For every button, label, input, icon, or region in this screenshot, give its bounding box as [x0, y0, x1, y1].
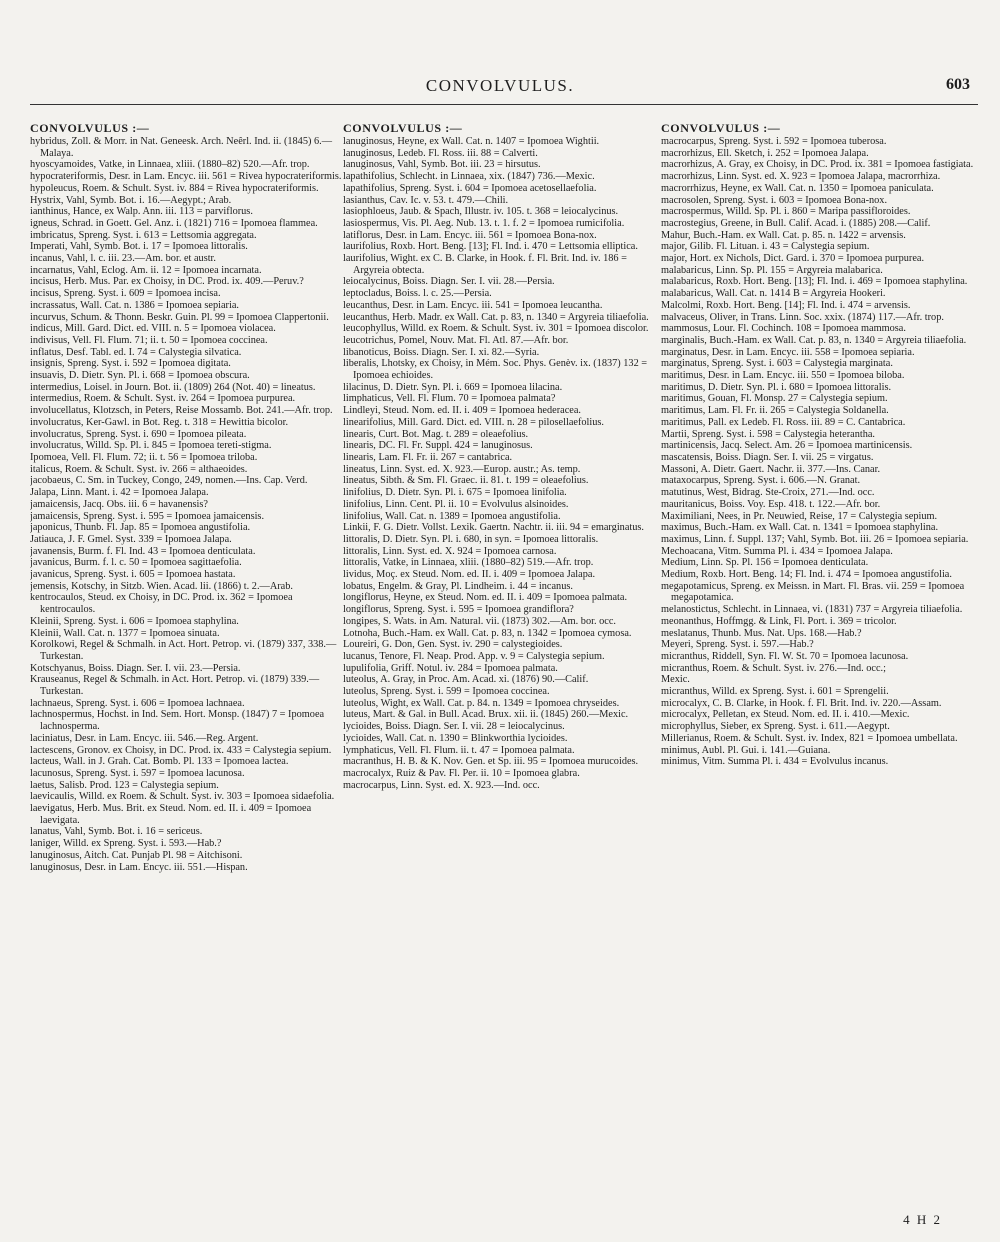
entry: italicus, Roem. & Schult. Syst. iv. 266 = althaeoides.	[30, 463, 248, 475]
entry: maximus, Linn. f. Suppl. 137; Vahl, Symb. Bot. iii. 26 = Ipomoea sepiaria.	[661, 533, 969, 545]
entry: maritimus, Pall. ex Ledeb. Fl. Ross. iii. 89 = C. Cantabrica.	[661, 416, 906, 428]
entry: littoralis, Linn. Syst. ed. X. 924 = Ipomoea carnosa.	[343, 545, 557, 557]
entry: lycioides, Boiss. Diagn. Ser. I. vii. 28 = leiocalycinus.	[343, 721, 565, 733]
entry: involucratus, Ker-Gawl. in Bot. Reg. t. 318 = Hewittia bicolor.	[30, 416, 289, 428]
entry: lilacinus, D. Dietr. Syn. Pl. i. 669 = Ipomoea lilacina.	[343, 381, 563, 393]
entry: intermedius, Roem. & Schult. Syst. iv. 264 = Ipomoea purpurea.	[30, 393, 296, 405]
entry: imbricatus, Spreng. Syst. i. 613 = Lettsomia aggregata.	[30, 229, 257, 241]
entry: Martii, Spreng. Syst. i. 598 = Calystegia heterantha.	[661, 428, 875, 440]
entry: inflatus, Desf. Tabl. ed. I. 74 = Calystegia silvatica.	[30, 346, 242, 358]
entry: macrorhizus, Ell. Sketch, i. 252 = Ipomoea Jalapa.	[661, 147, 869, 159]
entry-list	[343, 136, 661, 791]
entry: intermedius, Loisel. in Journ. Bot. ii. (1809) 264 (Not. 40) = lineatus.	[30, 381, 316, 393]
entry: luteolus, Spreng. Syst. i. 599 = Ipomoea coccinea.	[343, 686, 550, 698]
entry: marginalis, Buch.-Ham. ex Wall. Cat. p. 83, n. 1340 = Argyreia tiliaefolia.	[661, 334, 967, 346]
column-1	[30, 122, 348, 1207]
entry: maritimus, D. Dietr. Syn. Pl. i. 680 = Ipomoea littoralis.	[661, 381, 892, 393]
entry: laevigatus, Herb. Mus. Brit. ex Steud. Nom. ed. II. i. 409 = Ipomoea laevigata.	[30, 803, 312, 826]
entry: indivisus, Vell. Fl. Flum. 71; ii. t. 50 = Ipomoea coccinea.	[30, 334, 268, 346]
entry: lanuginosus, Desr. in Lam. Encyc. iii. 551.—Hispan.	[30, 861, 248, 873]
entry: Maximiliani, Nees, in Pr. Neuwied, Reise, 17 = Calystegia sepium.	[661, 510, 938, 522]
entry: laurifolius, Wight. ex C. B. Clarke, in Hook. f. Fl. Brit. Ind. iv. 186 = Argyreia obtecta.	[343, 253, 627, 276]
entry: microcalyx, C. B. Clarke, in Hook. f. Fl. Brit. Ind. iv. 220.—Assam.	[661, 697, 942, 709]
entry: jacobaeus, C. Sm. in Tuckey, Congo, 249, nomen.—Ins. Cap. Verd.	[30, 475, 308, 487]
entry: minimus, Vitm. Summa Pl. i. 434 = Evolvulus incanus.	[661, 756, 889, 768]
entry: Kotschyanus, Boiss. Diagn. Ser. I. vii. 23.—Persia.	[30, 662, 241, 674]
entry: malabaricus, Roxb. Hort. Beng. [13]; Fl. Ind. i. 469 = Ipomoea staphylina.	[661, 276, 968, 288]
entry: linifolius, Linn. Cent. Pl. ii. 10 = Evolvulus alsinoides.	[343, 498, 569, 510]
column-3	[661, 122, 983, 1207]
entry: luteus, Mart. & Gal. in Bull. Acad. Brux. xii. ii. (1845) 260.—Mexic.	[343, 709, 629, 721]
running-title: CONVOLVULUS.	[425, 76, 575, 95]
entry: microcalyx, Pelletan, ex Steud. Nom. ed. II. i. 410.—Mexic.	[661, 709, 910, 721]
entry: lobatus, Engelm. & Gray, Pl. Lindheim. i. 44 = incanus.	[343, 580, 573, 592]
entry: javanensis, Burm. f. Fl. Ind. 43 = Ipomoea denticulata.	[30, 545, 256, 557]
entry: javanicus, Spreng. Syst. i. 605 = Ipomoea hastata.	[30, 569, 236, 581]
entry: mauritanicus, Boiss. Voy. Esp. 418. t. 122.—Afr. bor.	[661, 498, 881, 510]
entry: lasianthus, Cav. Ic. v. 53. t. 479.—Chili.	[343, 194, 509, 206]
entry: Kleinii, Wall. Cat. n. 1377 = Ipomoea sinuata.	[30, 627, 220, 639]
entry: longiflorus, Spreng. Syst. i. 595 = Ipomoea grandiflora?	[343, 604, 574, 616]
entry: leucophyllus, Willd. ex Roem. & Schult. Syst. iv. 301 = Ipomoea discolor.	[343, 323, 649, 335]
entry: Mechoacana, Vitm. Summa Pl. i. 434 = Ipomoea Jalapa.	[661, 545, 893, 557]
entry: mataxocarpus, Spreng. Syst. i. 606.—N. Granat.	[661, 475, 861, 487]
entry: marginatus, Desr. in Lam. Encyc. iii. 558 = Ipomoea sepiaria.	[661, 346, 915, 358]
page-number: 603	[946, 76, 970, 93]
entry: lucanus, Tenore, Fl. Neap. Prod. App. v. 9 = Calystegia sepium.	[343, 650, 605, 662]
entry: lymphaticus, Vell. Fl. Flum. ii. t. 47 = Ipomoea palmata.	[343, 744, 575, 756]
entry: martinicensis, Jacq. Select. Am. 26 = Ipomoea martinicensis.	[661, 440, 913, 452]
entry: insignis, Spreng. Syst. i. 592 = Ipomoea digitata.	[30, 358, 231, 370]
entry: mascatensis, Boiss. Diagn. Ser. I. vii. 25 = virgatus.	[661, 451, 874, 463]
entry: marginatus, Spreng. Syst. i. 603 = Calystegia marginata.	[661, 358, 893, 370]
entry: maritimus, Gouan, Fl. Monsp. 27 = Calystegia sepium.	[661, 393, 888, 405]
entry: Jatiauca, J. F. Gmel. Syst. 339 = Ipomoea Jalapa.	[30, 533, 232, 545]
entry: lapathifolius, Schlecht. in Linnaea, xix. (1847) 736.—Mexic.	[343, 171, 595, 183]
entry: major, Gilib. Fl. Lituan. i. 43 = Calystegia sepium.	[661, 241, 870, 253]
entry: incurvus, Schum. & Thonn. Beskr. Guin. Pl. 99 = Ipomoea Clappertonii.	[30, 311, 329, 323]
entry: lasiophloeus, Jaub. & Spach, Illustr. iv. 105. t. 368 = leiocalycinus.	[343, 206, 619, 218]
entry: lacteus, Wall. in J. Grah. Cat. Bomb. Pl. 133 = Ipomoea lactea.	[30, 756, 289, 768]
entry: leptocladus, Boiss. l. c. 25.—Persia.	[343, 288, 492, 300]
entry: incrassatus, Wall. Cat. n. 1386 = Ipomoea sepiaria.	[30, 299, 239, 311]
entry: macranthus, H. B. & K. Nov. Gen. et Sp. iii. 95 = Ipomoea murucoides.	[343, 756, 639, 768]
entry: incisus, Spreng. Syst. i. 609 = Ipomoea incisa.	[30, 288, 221, 300]
entry: laciniatus, Desr. in Lam. Encyc. iii. 546.—Reg. Argent.	[30, 732, 259, 744]
entry: hypocrateriformis, Desr. in Lam. Encyc. iii. 561 = Rivea hypocrateriformis.	[30, 171, 342, 183]
entry: linearis, DC. Fl. Fr. Suppl. 424 = lanuginosus.	[343, 440, 533, 452]
entry: lanuginosus, Heyne, ex Wall. Cat. n. 1407 = Ipomoea Wightii.	[343, 136, 600, 147]
entry: hypoleucus, Roem. & Schult. Syst. iv. 884 = Rivea hypocrateriformis.	[30, 182, 319, 194]
entry: javanicus, Burm. f. l. c. 50 = Ipomoea sagittaefolia.	[30, 557, 242, 569]
entry: involucellatus, Klotzsch, in Peters, Reise Mossamb. Bot. 241.—Afr. trop.	[30, 405, 333, 417]
entry: luteolus, Wight, ex Wall. Cat. p. 84. n. 1349 = Ipomoea chryseides.	[343, 697, 620, 709]
entry: Medium, Roxb. Hort. Beng. 14; Fl. Ind. i. 474 = Ipomoea angustifolia.	[661, 569, 952, 581]
entry: linifolius, Wall. Cat. n. 1389 = Ipomoea angustifolia.	[343, 510, 561, 522]
entry: luteolus, A. Gray, in Proc. Am. Acad. xi. (1876) 90.—Calif.	[343, 674, 589, 686]
entry: lanuginosus, Ledeb. Fl. Ross. iii. 88 = Calverti.	[343, 147, 538, 159]
column-heading: CONVOLVULUS :—	[661, 122, 781, 135]
entry: laetus, Salisb. Prod. 123 = Calystegia sepium.	[30, 779, 219, 791]
entry: littoralis, Vatke, in Linnaea, xliii. (1880–82) 519.—Afr. trop.	[343, 557, 594, 569]
entry: macrosolen, Spreng. Syst. i. 603 = Ipomoea Bona-nox.	[661, 194, 888, 206]
entry: Malcolmi, Roxb. Hort. Beng. [14]; Fl. Ind. i. 474 = arvensis.	[661, 299, 911, 311]
entry: lachnaeus, Spreng. Syst. i. 606 = Ipomoea lachnaea.	[30, 697, 245, 709]
entry: lineatus, Sibth. & Sm. Fl. Graec. ii. 81. t. 199 = oleaefolius.	[343, 475, 589, 487]
entry: leucanthus, Herb. Madr. ex Wall. Cat. p. 83, n. 1340 = Argyreia tiliaefolia.	[343, 311, 649, 323]
entry: maximus, Buch.-Ham. ex Wall. Cat. n. 1341 = Ipomoea staphylina.	[661, 522, 939, 534]
entry: macrospermus, Willd. Sp. Pl. i. 860 = Maripa passifloroides.	[661, 206, 911, 218]
entry: lanuginosus, Vahl, Symb. Bot. iii. 23 = hirsutus.	[343, 159, 541, 171]
entry: macrostegius, Greene, in Bull. Calif. Acad. i. (1885) 208.—Calif.	[661, 217, 931, 229]
entry: lactescens, Gronov. ex Choisy, in DC. Prod. ix. 433 = Calystegia sepium.	[30, 744, 332, 756]
entry: microphyllus, Sieber, ex Spreng. Syst. i. 611.—Aegypt.	[661, 721, 890, 733]
entry: macrorrhizus, Heyne, ex Wall. Cat. n. 1350 = Ipomoea paniculata.	[661, 182, 934, 194]
entry: meslatanus, Thunb. Mus. Nat. Ups. 168.—Hab.?	[661, 627, 862, 639]
entry: littoralis, D. Dietr. Syn. Pl. i. 680, in syn. = Ipomoea littoralis.	[343, 533, 599, 545]
running-head	[0, 76, 1000, 98]
entry: maritimus, Lam. Fl. Fr. ii. 265 = Calystegia Soldanella.	[661, 405, 889, 417]
entry: malabaricus, Wall. Cat. n. 1414 B = Argyreia Hookeri.	[661, 288, 886, 300]
entry: Linkii, F. G. Dietr. Vollst. Lexik. Gaertn. Nachtr. ii. iii. 94 = emarginatus.	[343, 522, 644, 534]
entry: hybridus, Zoll. & Morr. in Nat. Geneesk. Arch. Neêrl. Ind. ii. (1845) 6.—Malaya.	[30, 136, 332, 159]
entry: Mahur, Buch.-Ham. ex Wall. Cat. p. 85. n. 1422 = arvensis.	[661, 229, 906, 241]
entry: lineatus, Linn. Syst. ed. X. 923.—Europ. austr.; As. temp.	[343, 463, 581, 475]
entry: Lindleyi, Steud. Nom. ed. II. i. 409 = Ipomoea hederacea.	[343, 405, 581, 417]
entry: minimus, Aubl. Pl. Gui. i. 141.—Guiana.	[661, 744, 831, 756]
entry: lapathifolius, Spreng. Syst. i. 604 = Ipomoea acetosellaefolia.	[343, 182, 597, 194]
entry: Kleinii, Spreng. Syst. i. 606 = Ipomoea staphylina.	[30, 615, 239, 627]
entry: lacunosus, Spreng. Syst. i. 597 = Ipomoea lacunosa.	[30, 767, 245, 779]
entry: Imperati, Vahl, Symb. Bot. i. 17 = Ipomoea littoralis.	[30, 241, 248, 253]
entry: involucratus, Willd. Sp. Pl. i. 845 = Ipomoea tereti-stigma.	[30, 440, 272, 452]
entry: Ipomoea, Vell. Fl. Flum. 72; ii. t. 56 = Ipomoea triloba.	[30, 451, 258, 463]
entry: leucanthus, Desr. in Lam. Encyc. iii. 541 = Ipomoea leucantha.	[343, 299, 603, 311]
entry: Loureiri, G. Don, Gen. Syst. iv. 290 = calystegioides.	[343, 639, 563, 651]
entry: linearifolius, Mill. Gard. Dict. ed. VIII. n. 28 = pilosellaefolius.	[343, 416, 604, 428]
entry: Korolkowi, Regel & Schmalh. in Act. Hort. Petrop. vi. (1879) 337, 338.—Turkestan.	[30, 639, 337, 662]
entry: micranthus, Willd. ex Spreng. Syst. i. 601 = Sprengelii.	[661, 686, 889, 698]
entry: jemensis, Kotschy, in Sitzb. Wien. Acad. lii. (1866) t. 2.—Arab.	[30, 580, 293, 592]
entry-list	[661, 136, 983, 768]
entry: leiocalycinus, Boiss. Diagn. Ser. I. vii. 28.—Persia.	[343, 276, 555, 288]
entry: lasiospermus, Vis. Pl. Aeg. Nub. 13. t. 1. f. 2 = Ipomoea rumicifolia.	[343, 217, 625, 229]
entry: lanuginosus, Aitch. Cat. Punjab Pl. 98 = Aitchisoni.	[30, 849, 243, 861]
entry: laevicaulis, Willd. ex Roem. & Schult. Syst. iv. 303 = Ipomoea sidaefolia.	[30, 791, 335, 803]
entry: longiflorus, Heyne, ex Steud. Nom. ed. II. i. 409 = Ipomoea palmata.	[343, 592, 628, 604]
entry: indicus, Mill. Gard. Dict. ed. VIII. n. 5 = Ipomoea violacea.	[30, 323, 276, 335]
entry: Millerianus, Roem. & Schult. Syst. iv. Index, 821 = Ipomoea umbellata.	[661, 732, 958, 744]
entry: hyoscyamoides, Vatke, in Linnaea, xliii. (1880–82) 520.—Afr. trop.	[30, 159, 310, 171]
entry: insuavis, D. Dietr. Syn. Pl. i. 668 = Ipomoea obscura.	[30, 370, 250, 382]
entry: lachnospermus, Hochst. in Ind. Sem. Hort. Monsp. (1847) 7 = Ipomoea lachnosperma.	[30, 709, 325, 733]
entry: malabaricus, Linn. Sp. Pl. 155 = Argyreia malabarica.	[661, 264, 883, 276]
entry: maritimus, Desr. in Lam. Encyc. iii. 550 = Ipomoea biloba.	[661, 370, 905, 382]
entry: ianthinus, Hance, ex Walp. Ann. iii. 113 = parviflorus.	[30, 206, 253, 218]
entry: limphaticus, Vell. Fl. Flum. 70 = Ipomoea palmata?	[343, 393, 556, 405]
entry-list	[30, 136, 348, 873]
entry: megapotamicus, Spreng. ex Meissn. in Mart. Fl. Bras. vii. 259 = Ipomoea megapotamica.	[661, 580, 965, 604]
entry: macrocarpus, Linn. Syst. ed. X. 923.—Ind. occ.	[343, 779, 540, 791]
entry: leucotrichus, Pomel, Nouv. Mat. Fl. Atl. 87.—Afr. bor.	[343, 334, 569, 346]
entry: Krauseanus, Regel & Schmalh. in Act. Hort. Petrop. vi. (1879) 339.—Turkestan.	[30, 674, 320, 698]
entry: lanatus, Vahl, Symb. Bot. i. 16 = sericeus.	[30, 826, 203, 838]
entry: macrorhizus, A. Gray, ex Choisy, in DC. Prod. ix. 381 = Ipomoea fastigiata.	[661, 159, 974, 171]
entry: major, Hort. ex Nichols, Dict. Gard. i. 370 = Ipomoea purpurea.	[661, 253, 925, 265]
entry: igneus, Schrad. in Goett. Gel. Anz. i. (1821) 716 = Ipomoea flammea.	[30, 217, 318, 229]
entry: Medium, Linn. Sp. Pl. 156 = Ipomoea denticulata.	[661, 557, 869, 569]
column-heading: CONVOLVULUS :—	[343, 122, 463, 135]
entry: Meyeri, Spreng. Syst. i. 597.—Hab.?	[661, 639, 814, 651]
entry: involucratus, Spreng. Syst. i. 690 = Ipomoea pileata.	[30, 428, 247, 440]
entry: lupulifolia, Griff. Notul. iv. 284 = Ipomoea palmata.	[343, 662, 558, 674]
entry: melanostictus, Schlecht. in Linnaea, vi. (1831) 737 = Argyreia tiliaefolia.	[661, 604, 963, 616]
entry: micranthus, Riddell, Syn. Fl. W. St. 70 = Ipomoea lacunosa.	[661, 650, 909, 662]
column-2	[343, 122, 661, 1207]
entry: mammosus, Lour. Fl. Cochinch. 108 = Ipomoea mammosa.	[661, 323, 906, 335]
entry: incisus, Herb. Mus. Par. ex Choisy, in DC. Prod. ix. 409.—Peruv.?	[30, 276, 304, 288]
entry: Mexic.	[661, 674, 690, 686]
entry: liberalis, Lhotsky, ex Choisy, in Mém. Soc. Phys. Genèv. ix. (1837) 132 = Ipomoea echioides.	[343, 358, 648, 382]
entry: longipes, S. Wats. in Am. Natural. vii. (1873) 302.—Am. bor. occ.	[343, 615, 616, 627]
entry: linearis, Lam. Fl. Fr. ii. 267 = cantabrica.	[343, 451, 513, 463]
entry: macrorhizus, Linn. Syst. ed. X. 923 = Ipomoea Jalapa, macrorrhiza.	[661, 171, 941, 183]
entry: laurifolius, Roxb. Hort. Beng. [13]; Fl. Ind. i. 470 = Lettsomia elliptica.	[343, 241, 638, 253]
entry: libanoticus, Boiss. Diagn. Ser. I. xi. 82.—Syria.	[343, 346, 540, 358]
entry: Lotnoha, Buch.-Ham. ex Wall. Cat. p. 83, n. 1342 = Ipomoea cymosa.	[343, 627, 632, 639]
entry: jamaicensis, Jacq. Obs. iii. 6 = havanensis?	[30, 498, 208, 510]
entry: lycioides, Wall. Cat. n. 1390 = Blinkworthia lycioides.	[343, 732, 568, 744]
entry: malvaceus, Oliver, in Trans. Linn. Soc. xxix. (1874) 117.—Afr. trop.	[661, 311, 944, 323]
entry: micranthus, Roem. & Schult. Syst. iv. 276.—Ind. occ.;	[661, 662, 886, 674]
signature-mark: 4 H 2	[903, 1212, 942, 1227]
entry: laniger, Willd. ex Spreng. Syst. i. 593.—Hab.?	[30, 838, 222, 850]
entry: lividus, Moç. ex Steud. Nom. ed. II. i. 409 = Ipomoea Jalapa.	[343, 569, 596, 581]
entry: matutinus, West, Bidrag. Ste-Croix, 271.—Ind. occ.	[661, 487, 875, 499]
entry: japonicus, Thunb. Fl. Jap. 85 = Ipomoea angustifolia.	[30, 522, 251, 534]
entry: incanus, Vahl, l. c. iii. 23.—Am. bor. et austr.	[30, 253, 216, 265]
header-rule	[30, 104, 978, 105]
entry: jamaicensis, Spreng. Syst. i. 595 = Ipomoea jamaicensis.	[30, 510, 265, 522]
entry: Massoni, A. Dietr. Gaert. Nachr. ii. 377.—Ins. Canar.	[661, 463, 881, 475]
entry: macrocalyx, Ruiz & Pav. Fl. Per. ii. 10 = Ipomoea glabra.	[343, 767, 580, 779]
entry: linearis, Curt. Bot. Mag. t. 289 = oleaefolius.	[343, 428, 529, 440]
entry: latiflorus, Desr. in Lam. Encyc. iii. 561 = Ipomoea Bona-nox.	[343, 229, 597, 241]
entry: kentrocaulos, Steud. ex Choisy, in DC. Prod. ix. 362 = Ipomoea kentrocaulos.	[30, 592, 293, 616]
entry: meonanthus, Hoffmgg. & Link, Fl. Port. i. 369 = tricolor.	[661, 615, 897, 627]
entry: Hystrix, Vahl, Symb. Bot. i. 16.—Aegypt.; Arab.	[30, 194, 232, 206]
column-heading: CONVOLVULUS :—	[30, 122, 150, 135]
entry: linifolius, D. Dietr. Syn. Pl. i. 675 = Ipomoea linifolia.	[343, 487, 567, 499]
entry: Jalapa, Linn. Mant. i. 42 = Ipomoea Jalapa.	[30, 487, 209, 499]
entry: incarnatus, Vahl, Eclog. Am. ii. 12 = Ipomoea incarnata.	[30, 264, 262, 276]
entry: macrocarpus, Spreng. Syst. i. 592 = Ipomoea tuberosa.	[661, 136, 887, 147]
